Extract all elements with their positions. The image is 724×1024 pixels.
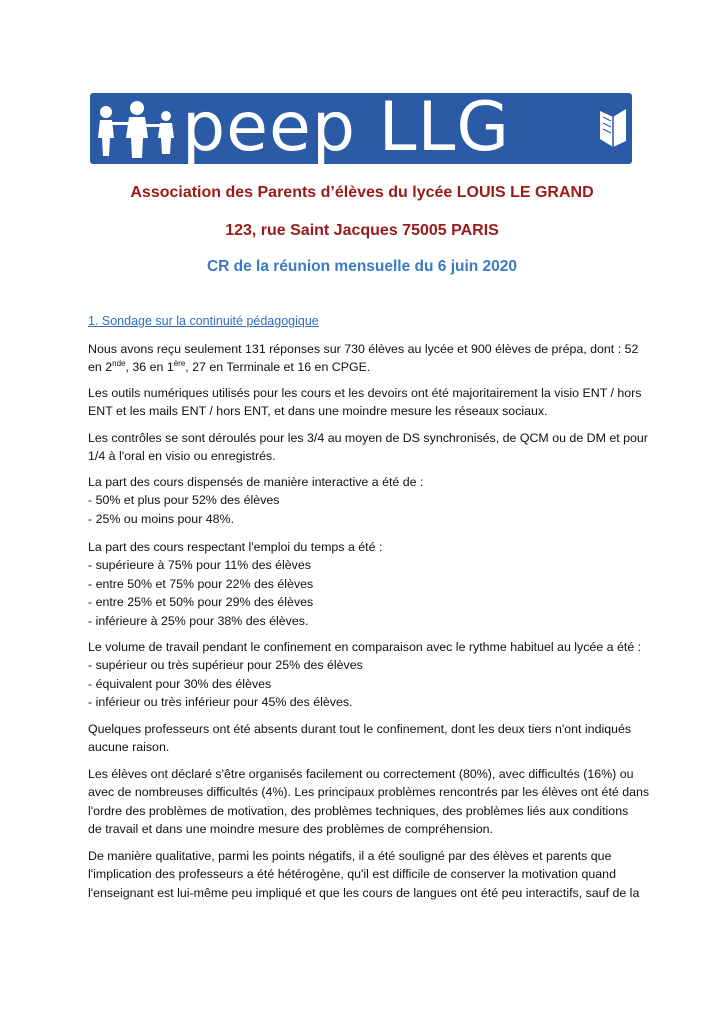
paragraph: [88, 847, 648, 902]
paragraph: [88, 429, 648, 466]
text-line: - inférieur ou très inférieur pour 45% des élèves.: [88, 695, 353, 710]
association-address: 123, rue Saint Jacques 75005 PARIS: [225, 222, 499, 239]
text-line: De manière qualitative, parmi les points négatifs, il a été souligné par des élèves et parents que: [88, 849, 612, 863]
text-line: - entre 50% et 75% pour 22% des élèves: [88, 576, 314, 591]
text-line: Les contrôles se sont déroulés pour les 3/4 au moyen de DS synchronisés, de QCM ou de DM et pour: [88, 431, 648, 445]
text-line: - 50% et plus pour 52% des élèves: [88, 493, 280, 508]
text-line: 1/4 à l'oral en visio ou enregistrés.: [88, 449, 276, 464]
text-line: - supérieur ou très supérieur pour 25% des élèves: [88, 658, 363, 673]
text-line: de travail et dans une moindre mesure des problèmes de compréhension.: [88, 822, 493, 837]
text-line: l'implication des professeurs a été hétérogène, qu'il est difficile de conserver la motivation quand: [88, 867, 616, 882]
text-line: Quelques professeurs ont été absents durant tout le confinement, dont les deux tiers n'ont indiqués: [88, 722, 632, 736]
paragraph: [88, 765, 648, 839]
text-line: - entre 25% et 50% pour 29% des élèves: [88, 595, 314, 610]
association-title: Association des Parents d’élèves du lycée LOUIS LE GRAND: [130, 184, 594, 201]
text-line: - inférieure à 25% pour 38% des élèves.: [88, 613, 309, 628]
people-holding-hands-icon: [94, 98, 180, 160]
text-line: avec de nombreuses difficultés (4%). Les principaux problèmes rencontrés par les élèves ont été dans: [88, 785, 650, 800]
meeting-title: CR de la réunion mensuelle du 6 juin 2020: [206, 258, 518, 275]
paragraph: [88, 473, 648, 528]
text-line: Le volume de travail pendant le confinement en comparaison avec le rythme habituel au lycée a été :: [88, 640, 642, 654]
text-line: ENT et les mails ENT / hors ENT, et dans une moindre mesure les réseaux sociaux.: [88, 404, 548, 419]
text-line: Nous avons reçu seulement 131 réponses sur 730 élèves au lycée et 900 élèves de prépa, dont : 52: [88, 342, 639, 356]
text-line: Les élèves ont déclaré s'être organisés facilement ou correctement (80%), avec difficultés (16%) ou: [88, 767, 634, 781]
paragraph: [88, 720, 648, 757]
text-line: l'ordre des problèmes de motivation, des problèmes techniques, des problèmes liés aux conditions: [88, 803, 629, 818]
text-line: aucune raison.: [88, 740, 170, 755]
text-line: Les outils numériques utilisés pour les cours et les devoirs ont été majoritairement la visio ENT / hors: [88, 386, 642, 400]
section-heading: 1. Sondage sur la continuité pédagogique: [88, 314, 319, 328]
peep-llg-logo: [90, 93, 632, 164]
text-line: en 2nde, 36 en 1ère, 27 en Terminale et 16 en CPGE.: [88, 359, 371, 375]
text-line: l'enseignant est lui-même peu impliqué et que les cours de langues ont été peu interactifs, sauf de la: [88, 885, 640, 900]
text-line: - équivalent pour 30% des élèves: [88, 676, 272, 691]
open-book-icon: [598, 105, 628, 147]
text-line: La part des cours dispensés de manière interactive a été de :: [88, 475, 424, 489]
text-line: La part des cours respectant l'emploi du temps a été :: [88, 540, 383, 554]
logo-wordmark: peep LLG: [182, 93, 511, 164]
text-line: - supérieure à 75% pour 11% des élèves: [88, 558, 311, 573]
paragraph: [88, 638, 648, 712]
paragraph: [88, 384, 648, 421]
text-line: - 25% ou moins pour 48%.: [88, 511, 235, 526]
paragraph: [88, 538, 648, 630]
paragraph: [88, 340, 648, 377]
